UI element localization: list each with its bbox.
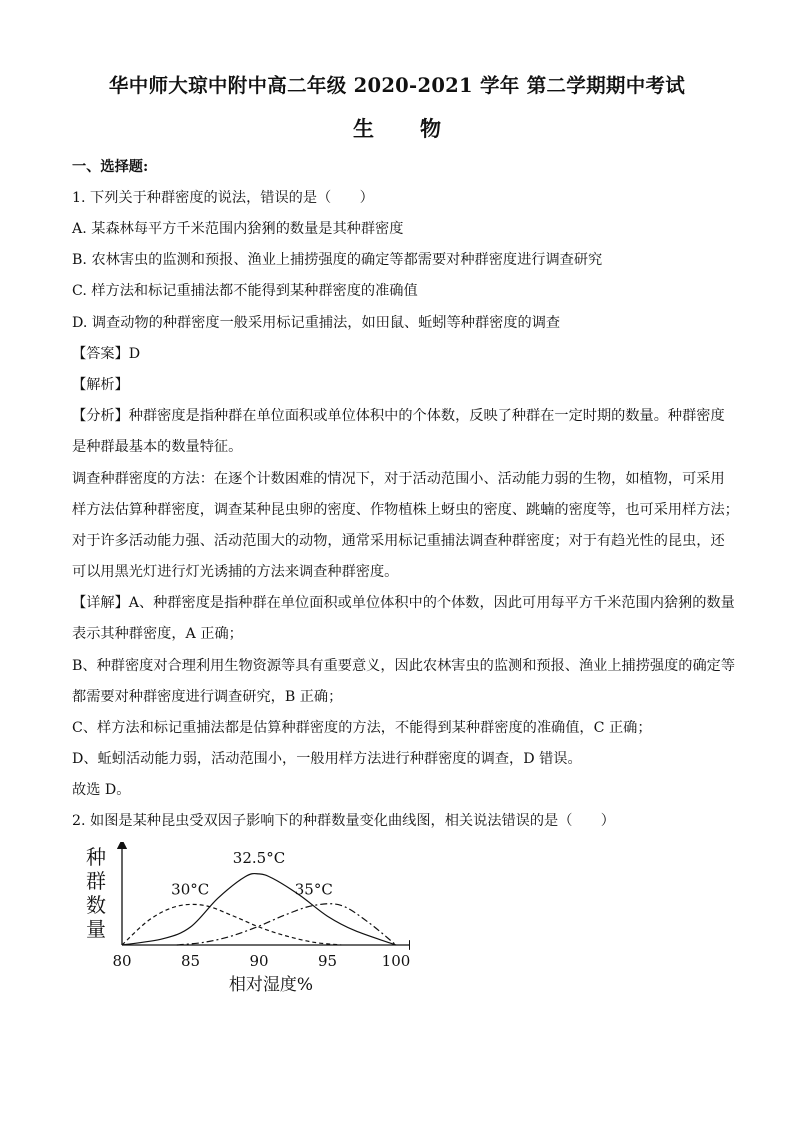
x-tick-label: 100	[381, 952, 410, 970]
q1-option-c: C. 样方法和标记重捕法都不能得到某种群密度的准确值	[72, 283, 418, 299]
analysis-line: 可以用黑光灯进行灯光诱捕的方法来调查种群密度。	[72, 564, 399, 580]
section-heading: 一、选择题:	[72, 159, 149, 175]
x-tick-label: 80	[112, 952, 132, 970]
q1-option-d: D. 调查动物的种群密度一般采用标记重捕法，如田鼠、蚯蚓等种群密度的调查	[72, 315, 561, 331]
y-axis-label-char: 数	[86, 893, 106, 917]
q1-option-a: A. 某森林每平方千米范围内猞猁的数量是其种群密度	[72, 221, 404, 237]
analysis-line: C、样方法和标记重捕法都是估算种群密度的方法，不能得到某种群密度的准确值，C 正确；	[72, 720, 652, 736]
series-line-1	[122, 874, 396, 945]
analysis-line: 表示其种群密度，A 正确；	[72, 626, 243, 642]
series-line-0	[122, 904, 341, 945]
y-axis-label-char: 种	[86, 845, 106, 869]
y-axis-label-char: 群	[86, 869, 106, 893]
x-tick-label: 85	[180, 952, 201, 970]
analysis-line: 【分析】种群密度是指种群在单位面积或单位体积中的个体数，反映了种群在一定时期的数量。种群密度	[72, 408, 725, 424]
q1-analysis-title: 【解析】	[72, 377, 129, 393]
series-label-2: 35°C	[294, 880, 333, 899]
analysis-line: D、蚯蚓活动能力弱，活动范围小，一般用样方法进行种群密度的调查，D 错误。	[72, 751, 582, 767]
analysis-line: B、种群密度对合理利用生物资源等具有重要意义，因此农林害虫的监测和预报、渔业上捕捞强度的确定等	[72, 658, 736, 674]
analysis-line: 【详解】A、种群密度是指种群在单位面积或单位体积中的个体数，因此可用每平方千米范围内猞猁的数量	[72, 595, 735, 611]
analysis-line: 是种群最基本的数量特征。	[72, 439, 243, 455]
subject-title: 生物	[353, 116, 487, 141]
analysis-line: 样方法估算种群密度，调查某种昆虫卵的密度、作物植株上蚜虫的密度、跳蝻的密度等，也可采用样方法；	[72, 502, 739, 518]
series-label-0: 30°C	[171, 880, 210, 899]
analysis-line: 对于许多活动能力强、活动范围大的动物，通常采用标记重捕法调查种群密度；对于有趋光性的昆虫，还	[72, 533, 725, 549]
q1-answer: 【答案】D	[72, 346, 141, 362]
x-axis-label: 相对湿度%	[228, 975, 314, 995]
series-line-2	[177, 904, 396, 945]
analysis-line: 调查种群密度的方法：在逐个计数困难的情况下，对于活动范围小、活动能力弱的生物，如植物，可采用	[72, 471, 725, 487]
x-tick-label: 90	[249, 952, 269, 970]
page-title: 华中师大琼中附中高二年级 2020-2021 学年 第二学期期中考试	[108, 74, 686, 97]
x-tick-label: 95	[317, 952, 338, 970]
analysis-line: 故选 D。	[72, 782, 131, 798]
y-axis-label-char: 量	[86, 917, 106, 941]
q2-stem: 2. 如图是某种昆虫受双因子影响下的种群数量变化曲线图，相关说法错误的是（ ）	[72, 813, 615, 829]
series-label-1: 32.5°C	[232, 848, 286, 867]
q1-stem: 1. 下列关于种群密度的说法，错误的是（ ）	[72, 190, 374, 206]
q1-option-b: B. 农林害虫的监测和预报、渔业上捕捞强度的确定等都需要对种群密度进行调查研究	[72, 252, 603, 268]
analysis-line: 都需要对种群密度进行调查研究，B 正确；	[72, 689, 343, 705]
population-humidity-chart	[70, 842, 410, 1002]
